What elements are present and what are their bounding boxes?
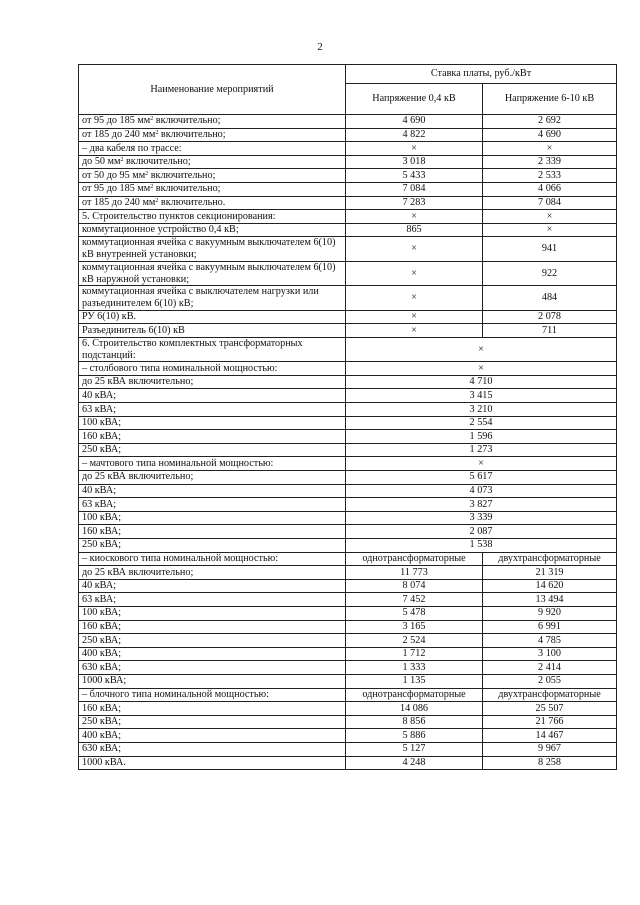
row-name: 160 кВА; bbox=[79, 702, 346, 716]
table-row bbox=[79, 566, 617, 580]
table-row bbox=[79, 674, 617, 688]
row-value-04kv: 11 773 bbox=[346, 566, 483, 580]
row-value-04kv: однотрансформаторные bbox=[346, 688, 483, 702]
row-value-04kv: × bbox=[346, 324, 483, 338]
row-value-04kv: 1 333 bbox=[346, 661, 483, 675]
row-value-6-10kv: × bbox=[483, 210, 617, 224]
row-name: 160 кВА; bbox=[79, 430, 346, 444]
row-name: 40 кВА; bbox=[79, 484, 346, 498]
row-name: 100 кВА; bbox=[79, 416, 346, 430]
row-name: коммутационная ячейка с вакуумным выключателем 6(10) кВ наружной установки; bbox=[79, 261, 346, 285]
row-value-04kv: 5 433 bbox=[346, 169, 483, 183]
row-value-6-10kv: 922 bbox=[483, 261, 617, 285]
table-row bbox=[79, 511, 617, 525]
row-value-04kv: 3 018 bbox=[346, 155, 483, 169]
table-row bbox=[79, 688, 617, 702]
row-name: – два кабеля по трассе: bbox=[79, 142, 346, 156]
table-row bbox=[79, 389, 617, 403]
row-name: 63 кВА; bbox=[79, 403, 346, 417]
row-value-6-10kv: 941 bbox=[483, 237, 617, 261]
row-name: 250 кВА; bbox=[79, 539, 346, 553]
row-name: коммутационное устройство 0,4 кВ; bbox=[79, 223, 346, 237]
row-value-6-10kv: 21 766 bbox=[483, 715, 617, 729]
row-value: 5 617 bbox=[346, 471, 617, 485]
table-row bbox=[79, 457, 617, 471]
row-value-04kv: × bbox=[346, 237, 483, 261]
row-name: 250 кВА; bbox=[79, 715, 346, 729]
row-value-04kv: × bbox=[346, 142, 483, 156]
row-value-04kv: 1 712 bbox=[346, 647, 483, 661]
table-row bbox=[79, 742, 617, 756]
table-row bbox=[79, 196, 617, 210]
row-name: 100 кВА; bbox=[79, 606, 346, 620]
table-row bbox=[79, 416, 617, 430]
row-value-04kv: 2 524 bbox=[346, 634, 483, 648]
table-row bbox=[79, 128, 617, 142]
row-name: 250 кВА; bbox=[79, 443, 346, 457]
row-name: – столбового типа номинальной мощностью: bbox=[79, 362, 346, 376]
table-row bbox=[79, 525, 617, 539]
row-name: до 25 кВА включительно; bbox=[79, 566, 346, 580]
row-name: от 185 до 240 $мм^2$ включительно. bbox=[79, 196, 346, 210]
row-value-6-10kv: 14 467 bbox=[483, 729, 617, 743]
row-name: 100 кВА; bbox=[79, 511, 346, 525]
row-value: 3 415 bbox=[346, 389, 617, 403]
row-name: от 95 до 185 $мм^2$ включительно; bbox=[79, 115, 346, 129]
table-row bbox=[79, 471, 617, 485]
table-row bbox=[79, 552, 617, 566]
row-value-04kv: 7 283 bbox=[346, 196, 483, 210]
row-name: коммутационная ячейка с выключателем нагрузки или разъединителем 6(10) кВ; bbox=[79, 286, 346, 310]
row-name: 63 кВА; bbox=[79, 593, 346, 607]
table-row bbox=[79, 443, 617, 457]
row-value-04kv: × bbox=[346, 261, 483, 285]
row-name: 1000 кВА. bbox=[79, 756, 346, 770]
row-value: × bbox=[346, 337, 617, 361]
table-row bbox=[79, 403, 617, 417]
row-value-6-10kv: 13 494 bbox=[483, 593, 617, 607]
row-value-6-10kv: 7 084 bbox=[483, 196, 617, 210]
row-name: до 50 $мм^2$ включительно; bbox=[79, 155, 346, 169]
row-name: 63 кВА; bbox=[79, 498, 346, 512]
row-value: 2 554 bbox=[346, 416, 617, 430]
table-row bbox=[79, 210, 617, 224]
row-name: РУ 6(10) кВ. bbox=[79, 310, 346, 324]
row-name: до 25 кВА включительно; bbox=[79, 375, 346, 389]
row-name: 400 кВА; bbox=[79, 729, 346, 743]
row-value-04kv: однотрансформаторные bbox=[346, 552, 483, 566]
table-row bbox=[79, 702, 617, 716]
table-row bbox=[79, 286, 617, 310]
row-name: – киоскового типа номинальной мощностью: bbox=[79, 552, 346, 566]
table-row bbox=[79, 661, 617, 675]
row-value-6-10kv: × bbox=[483, 142, 617, 156]
row-name: до 25 кВА включительно; bbox=[79, 471, 346, 485]
tariff-table bbox=[78, 64, 617, 770]
table-row bbox=[79, 223, 617, 237]
header-voltage-04: Напряжение 0,4 кВ bbox=[346, 84, 483, 115]
table-row bbox=[79, 729, 617, 743]
row-name: 400 кВА; bbox=[79, 647, 346, 661]
table-row bbox=[79, 715, 617, 729]
table-row bbox=[79, 142, 617, 156]
row-name: 160 кВА; bbox=[79, 620, 346, 634]
row-value: 1 538 bbox=[346, 539, 617, 553]
header-name-cell: Наименование мероприятий bbox=[79, 65, 346, 115]
row-value-6-10kv: 8 258 bbox=[483, 756, 617, 770]
row-name: 630 кВА; bbox=[79, 742, 346, 756]
row-value-6-10kv: × bbox=[483, 223, 617, 237]
page-number: 2 bbox=[317, 41, 323, 53]
header-rate-cell: Ставка платы, руб./кВт bbox=[346, 65, 617, 84]
row-value-04kv: 4 248 bbox=[346, 756, 483, 770]
row-value-04kv: 1 135 bbox=[346, 674, 483, 688]
row-name: 6. Строительство комплектных трансформаторных подстанций: bbox=[79, 337, 346, 361]
row-name: 40 кВА; bbox=[79, 579, 346, 593]
row-value-6-10kv: 4 690 bbox=[483, 128, 617, 142]
row-name: от 185 до 240 $мм^2$ включительно; bbox=[79, 128, 346, 142]
row-value-6-10kv: 21 319 bbox=[483, 566, 617, 580]
row-value-6-10kv: 2 414 bbox=[483, 661, 617, 675]
row-value-6-10kv: 3 100 bbox=[483, 647, 617, 661]
table-row bbox=[79, 337, 617, 361]
row-value-6-10kv: 711 bbox=[483, 324, 617, 338]
row-value-6-10kv: 2 533 bbox=[483, 169, 617, 183]
row-value-04kv: 4 822 bbox=[346, 128, 483, 142]
row-value-6-10kv: 9 967 bbox=[483, 742, 617, 756]
row-value-04kv: 5 478 bbox=[346, 606, 483, 620]
row-name: 250 кВА; bbox=[79, 634, 346, 648]
row-value-6-10kv: 4 785 bbox=[483, 634, 617, 648]
table-row bbox=[79, 155, 617, 169]
row-value: 3 827 bbox=[346, 498, 617, 512]
table-row bbox=[79, 579, 617, 593]
row-name: коммутационная ячейка с вакуумным выключателем 6(10) кВ внутренней установки; bbox=[79, 237, 346, 261]
table-row bbox=[79, 606, 617, 620]
row-value: 4 073 bbox=[346, 484, 617, 498]
row-name: 40 кВА; bbox=[79, 389, 346, 403]
table-row bbox=[79, 237, 617, 261]
row-value-6-10kv: двухтрансформаторные bbox=[483, 552, 617, 566]
row-value-04kv: 5 127 bbox=[346, 742, 483, 756]
row-name: 1000 кВА; bbox=[79, 674, 346, 688]
table-body bbox=[79, 115, 617, 770]
table-row bbox=[79, 362, 617, 376]
row-name: 630 кВА; bbox=[79, 661, 346, 675]
table-row bbox=[79, 375, 617, 389]
row-value-04kv: 7 452 bbox=[346, 593, 483, 607]
row-value-6-10kv: 14 620 bbox=[483, 579, 617, 593]
table-row bbox=[79, 498, 617, 512]
table-row bbox=[79, 647, 617, 661]
row-value: × bbox=[346, 457, 617, 471]
row-value: × bbox=[346, 362, 617, 376]
table-row bbox=[79, 756, 617, 770]
row-value: 3 339 bbox=[346, 511, 617, 525]
row-value-04kv: 4 690 bbox=[346, 115, 483, 129]
row-value-04kv: 3 165 bbox=[346, 620, 483, 634]
row-value-6-10kv: двухтрансформаторные bbox=[483, 688, 617, 702]
row-value-04kv: 8 856 bbox=[346, 715, 483, 729]
row-value: 1 596 bbox=[346, 430, 617, 444]
table-row bbox=[79, 310, 617, 324]
row-value-6-10kv: 9 920 bbox=[483, 606, 617, 620]
row-value-6-10kv: 25 507 bbox=[483, 702, 617, 716]
table-row bbox=[79, 484, 617, 498]
row-name: – блочного типа номинальной мощностью: bbox=[79, 688, 346, 702]
row-value-6-10kv: 6 991 bbox=[483, 620, 617, 634]
table-row bbox=[79, 620, 617, 634]
table-row bbox=[79, 430, 617, 444]
table-row bbox=[79, 261, 617, 285]
row-name: – мачтового типа номинальной мощностью: bbox=[79, 457, 346, 471]
row-value-6-10kv: 2 078 bbox=[483, 310, 617, 324]
row-name: Разъединитель 6(10) кВ bbox=[79, 324, 346, 338]
row-value-6-10kv: 4 066 bbox=[483, 182, 617, 196]
table-row bbox=[79, 634, 617, 648]
table-row bbox=[79, 182, 617, 196]
row-name: 160 кВА; bbox=[79, 525, 346, 539]
header-voltage-6-10: Напряжение 6-10 кВ bbox=[483, 84, 617, 115]
row-name: от 95 до 185 $мм^2$ включительно; bbox=[79, 182, 346, 196]
row-value-04kv: × bbox=[346, 210, 483, 224]
row-value-04kv: 8 074 bbox=[346, 579, 483, 593]
row-value-6-10kv: 2 692 bbox=[483, 115, 617, 129]
row-value-04kv: 5 886 bbox=[346, 729, 483, 743]
row-value-04kv: × bbox=[346, 286, 483, 310]
row-name: 5. Строительство пунктов секционирования: bbox=[79, 210, 346, 224]
table-row bbox=[79, 593, 617, 607]
row-value-04kv: 865 bbox=[346, 223, 483, 237]
header-row bbox=[79, 65, 617, 84]
row-value-6-10kv: 484 bbox=[483, 286, 617, 310]
row-value: 1 273 bbox=[346, 443, 617, 457]
row-value-04kv: 7 084 bbox=[346, 182, 483, 196]
row-name: от 50 до 95 $мм^2$ включительно; bbox=[79, 169, 346, 183]
row-value: 3 210 bbox=[346, 403, 617, 417]
table-row bbox=[79, 115, 617, 129]
row-value: 2 087 bbox=[346, 525, 617, 539]
table-row bbox=[79, 539, 617, 553]
row-value-6-10kv: 2 339 bbox=[483, 155, 617, 169]
row-value-04kv: × bbox=[346, 310, 483, 324]
row-value-04kv: 14 086 bbox=[346, 702, 483, 716]
table-row bbox=[79, 169, 617, 183]
row-value: 4 710 bbox=[346, 375, 617, 389]
row-value-6-10kv: 2 055 bbox=[483, 674, 617, 688]
table-row bbox=[79, 324, 617, 338]
